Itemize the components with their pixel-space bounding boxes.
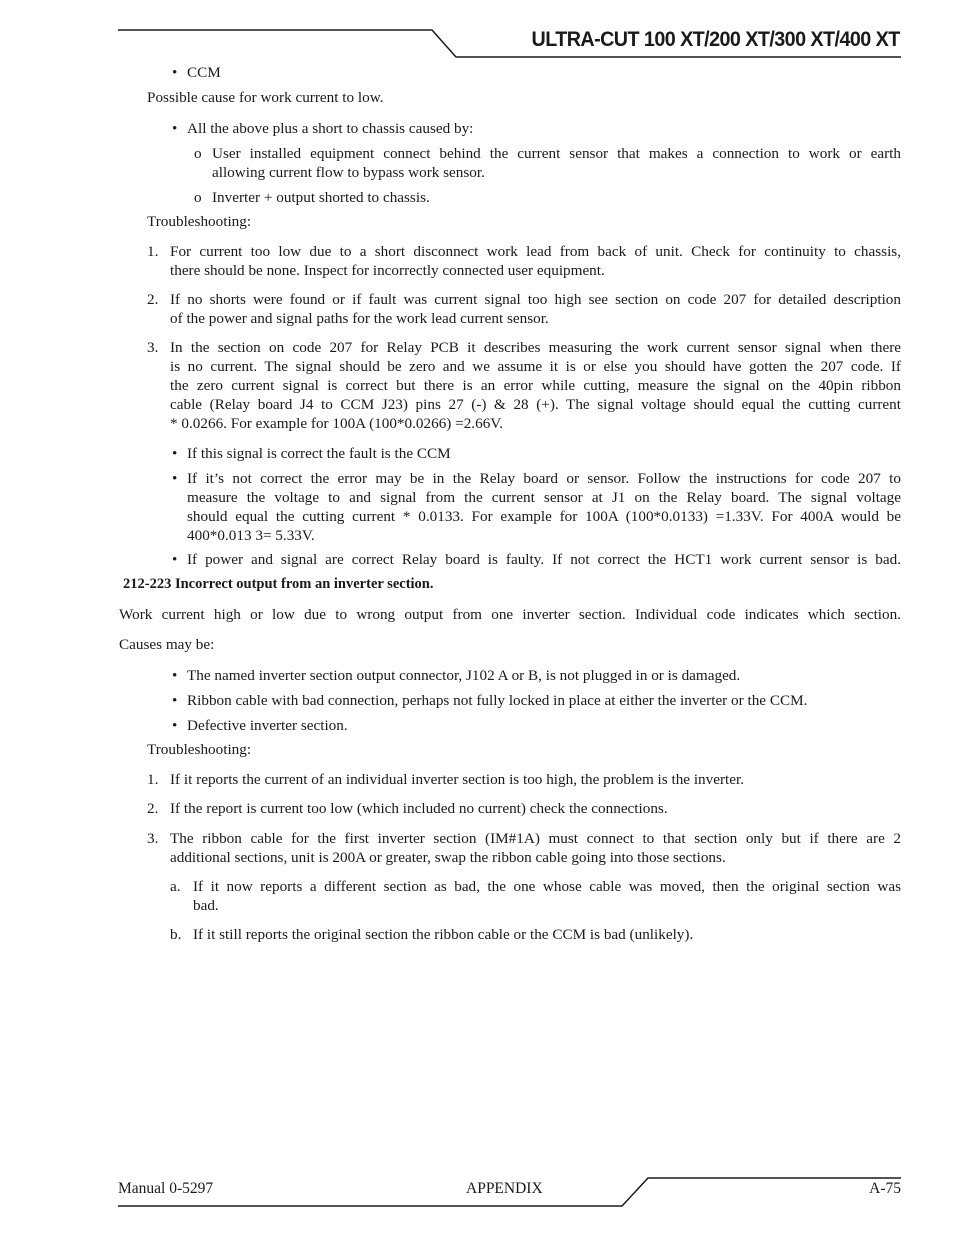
line: If it now reports a different section as bad, the one whose cable was moved, then the original section was xyxy=(193,878,901,895)
numbered-step xyxy=(147,829,901,867)
step-number: 3. xyxy=(147,830,159,847)
line: If the report is current too low (which included no current) check the connections. xyxy=(170,800,668,817)
footer-section: APPENDIX xyxy=(466,1180,543,1197)
subheading: Troubleshooting: xyxy=(147,213,252,230)
line: bad. xyxy=(193,897,219,914)
step-number: 1. xyxy=(147,771,159,788)
sub-list-item xyxy=(194,144,901,182)
list-item: • All the above plus a short to chassis caused by: xyxy=(187,119,473,138)
numbered-step xyxy=(147,338,901,433)
paragraph: Causes may be: xyxy=(119,636,215,653)
section-heading: 212-223 Incorrect output from an inverter section. xyxy=(123,576,434,592)
line: allowing current flow to bypass work sensor. xyxy=(212,164,485,181)
line: 400*0.013 3= 5.33V. xyxy=(187,527,315,544)
line: there should be none. Inspect for incorrectly connected user equipment. xyxy=(170,262,605,279)
line: should equal the cutting current * 0.0133. For example for 100A (100*0.0133) =1.33V. For 400A would be xyxy=(187,508,901,525)
sub-list-item xyxy=(194,188,430,207)
line: the zero current signal is correct but there is an error while cutting, measure the signal on the 40pin ribbon xyxy=(170,377,901,394)
step-number: 2. xyxy=(147,291,159,308)
line: In the section on code 207 for Relay PCB it describes measuring the work current sensor signal when there xyxy=(170,339,901,356)
step-number: 1. xyxy=(147,243,159,260)
line: * 0.0266. For example for 100A (100*0.0266) =2.66V. xyxy=(170,415,504,432)
line: Inverter + output shorted to chassis. xyxy=(212,189,430,206)
line: is no current. The signal should be zero and we assume it is or else you should have gotten the 207 code. If xyxy=(170,358,901,375)
lettered-step xyxy=(170,925,901,944)
line: • If power and signal are correct Relay board is faulty. If not correct the HCT1 work current sensor is bad. xyxy=(187,551,901,568)
numbered-step xyxy=(147,242,901,280)
list-item xyxy=(187,550,901,569)
line: User installed equipment connect behind the current sensor that makes a connection to work or earth xyxy=(212,145,901,162)
line: If no shorts were found or if fault was current signal too high see section on code 207 for detailed description xyxy=(170,291,901,308)
sub-marker: o xyxy=(194,189,202,206)
footer-manual-number: Manual 0-5297 xyxy=(118,1180,214,1197)
line: • If it’s not correct the error may be in the Relay board or sensor. Follow the instructions for code 207 to xyxy=(187,470,901,487)
list-item: • CCM xyxy=(187,63,221,82)
numbered-step xyxy=(147,770,901,789)
line: cable (Relay board J4 to CCM J23) pins 27 (-) & 28 (+). The signal voltage should equal the cutting current xyxy=(170,396,901,413)
subheading: Troubleshooting: xyxy=(147,741,252,758)
step-number: 2. xyxy=(147,800,159,817)
step-number: 3. xyxy=(147,339,159,356)
paragraph: Work current high or low due to wrong output from one inverter section. Individual code indicates which section. xyxy=(119,606,901,623)
line: If it reports the current of an individual inverter section is too high, the problem is the inverter. xyxy=(170,771,745,788)
line: The ribbon cable for the first inverter section (IM#1A) must connect to that section only but if there are 2 xyxy=(170,830,901,847)
list-item xyxy=(187,469,901,545)
sub-marker: o xyxy=(194,145,202,162)
list-item: • Defective inverter section. xyxy=(187,716,348,735)
header-title: ULTRA-CUT 100 XT/200 XT/300 XT/400 XT xyxy=(531,28,900,51)
line: of the power and signal paths for the work lead current sensor. xyxy=(170,310,549,327)
list-item: • Ribbon cable with bad connection, perhaps not fully locked in place at either the inverter or the CCM. xyxy=(187,691,807,710)
line: additional sections, unit is 200A or greater, swap the ribbon cable going into those sections. xyxy=(170,849,726,866)
footer-page-number: A-75 xyxy=(869,1180,901,1197)
step-letter: b. xyxy=(170,926,182,943)
step-letter: a. xyxy=(170,878,181,895)
line: If it still reports the original section the ribbon cable or the CCM is bad (unlikely). xyxy=(193,926,694,943)
line: For current too low due to a short disconnect work lead from back of unit. Check for continuity to chassis, xyxy=(170,243,901,260)
numbered-step xyxy=(147,799,901,818)
list-item xyxy=(187,444,901,463)
line: measure the voltage to and signal from the current sensor at J1 on the Relay board. The signal voltage xyxy=(187,489,901,506)
line: • If this signal is correct the fault is the CCM xyxy=(187,445,451,462)
paragraph: Possible cause for work current to low. xyxy=(147,89,384,106)
numbered-step xyxy=(147,290,901,328)
list-item: • The named inverter section output connector, J102 A or B, is not plugged in or is damaged. xyxy=(187,666,740,685)
lettered-step xyxy=(170,877,901,915)
